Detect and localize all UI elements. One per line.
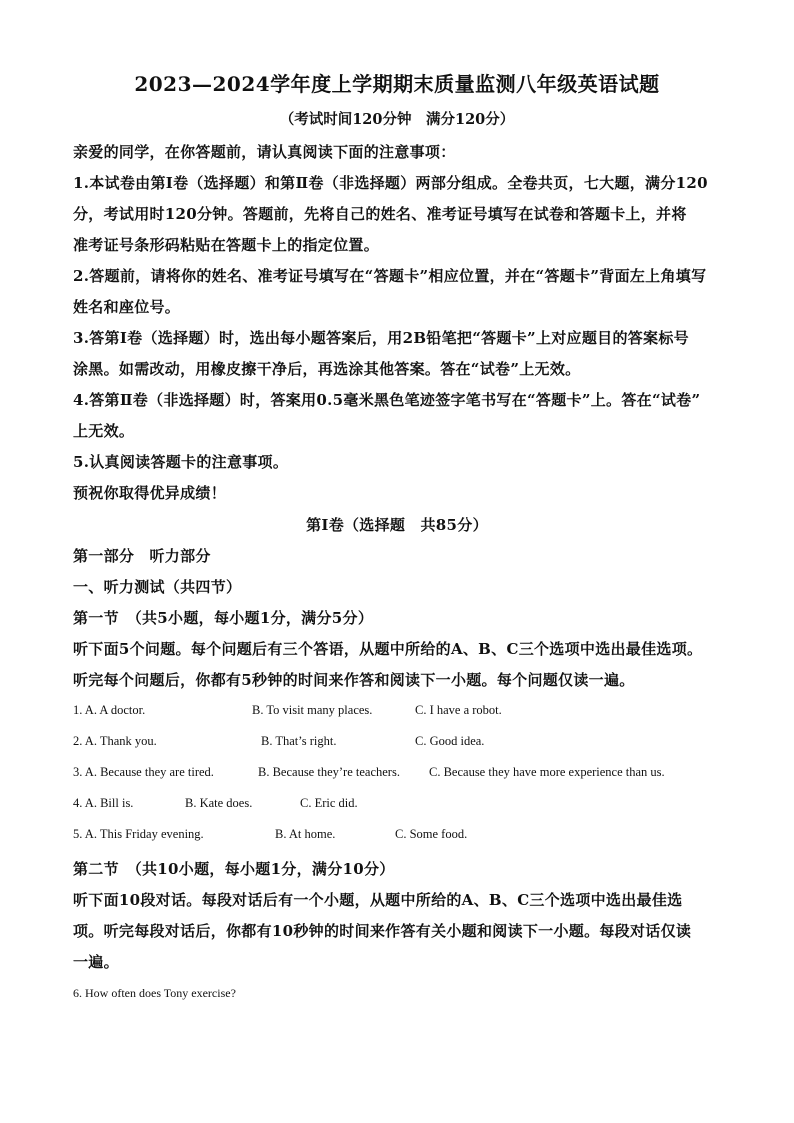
option-c: C. Good idea. — [415, 734, 485, 748]
option-c: C. I have a robot. — [415, 703, 502, 717]
section1-instruction: 听完每个问题后，你都有5秒钟的时间来作答和阅读下一小题。每个问题仅读一遍。 — [73, 671, 635, 689]
option-b: B. Because they’re teachers. — [258, 765, 400, 779]
question-row — [0, 827, 794, 847]
section2-instruction: 听下面10段对话。每段对话后有一个小题，从题中所给的A、B、C三个选项中选出最佳选 — [73, 891, 683, 909]
notice-line: 上无效。 — [73, 422, 135, 440]
part1-heading: 第Ⅰ卷（选择题 共85分） — [306, 516, 488, 534]
exam-title: 2023—2024学年度上学期期末质量监测八年级英语试题 — [134, 72, 660, 96]
option-c: C. Because they have more experience than us. — [429, 765, 665, 779]
option-a: 4. A. Bill is. — [73, 796, 134, 810]
subsection-heading: 一、听力测试（共四节） — [73, 578, 242, 596]
question-row — [0, 734, 794, 754]
section2-instruction: 项。听完每段对话后，你都有10秒钟的时间来作答有关小题和阅读下一小题。每段对话仅读 — [73, 922, 692, 940]
notice-line: 姓名和座位号。 — [73, 298, 181, 316]
notice-line: 2.答题前，请将你的姓名、准考证号填写在“答题卡”相应位置，并在“答题卡”背面左上角填写 — [73, 267, 707, 285]
option-c: C. Eric did. — [300, 796, 358, 810]
section1-instruction: 听下面5个问题。每个问题后有三个答语，从题中所给的A、B、C三个选项中选出最佳选项。 — [73, 640, 703, 658]
option-a: 3. A. Because they are tired. — [73, 765, 214, 779]
question-row — [0, 765, 794, 785]
section2-title: 第二节 （共10小题，每小题1分，满分10分） — [73, 860, 395, 878]
notice-line: 3.答第Ⅰ卷（选择题）时，选出每小题答案后，用2B铅笔把“答题卡”上对应题目的答案标号 — [73, 329, 689, 347]
section2-instruction: 一遍。 — [73, 953, 119, 971]
section-heading: 第一部分 听力部分 — [73, 547, 211, 565]
option-a: 1. A. A doctor. — [73, 703, 146, 717]
notice-line: 预祝你取得优异成绩！ — [73, 484, 227, 502]
question-row — [0, 703, 794, 723]
notice-greeting: 亲爱的同学，在你答题前，请认真阅读下面的注意事项： — [73, 143, 456, 161]
notice-line: 1.本试卷由第Ⅰ卷（选择题）和第Ⅱ卷（非选择题）两部分组成。全卷共页，七大题，满分120 — [73, 174, 708, 192]
notice-line: 准考证号条形码粘贴在答题卡上的指定位置。 — [73, 236, 380, 254]
option-b: B. At home. — [275, 827, 336, 841]
section1-title: 第一节 （共5小题，每小题1分，满分5分） — [73, 609, 374, 627]
notice-line: 分，考试用时120分钟。答题前，先将自己的姓名、准考证号填写在试卷和答题卡上，并将 — [73, 205, 687, 223]
notice-line: 涂黑。如需改动，用橡皮擦干净后，再选涂其他答案。答在“试卷”上无效。 — [73, 360, 581, 378]
option-b: B. To visit many places. — [252, 703, 373, 717]
notice-line: 5.认真阅读答题卡的注意事项。 — [73, 453, 289, 471]
notice-line: 4.答第Ⅱ卷（非选择题）时，答案用0.5毫米黑色笔迹签字笔书写在“答题卡”上。答在“试卷” — [73, 391, 701, 409]
option-c: C. Some food. — [395, 827, 468, 841]
exam-subtitle: （考试时间120分钟 满分120分） — [279, 111, 515, 128]
option-b: B. Kate does. — [185, 796, 253, 810]
option-b: B. That’s right. — [261, 734, 337, 748]
option-a: 5. A. This Friday evening. — [73, 827, 204, 841]
option-a: 2. A. Thank you. — [73, 734, 157, 748]
question-row — [0, 796, 794, 816]
question-6: 6. How often does Tony exercise? — [73, 986, 236, 1000]
